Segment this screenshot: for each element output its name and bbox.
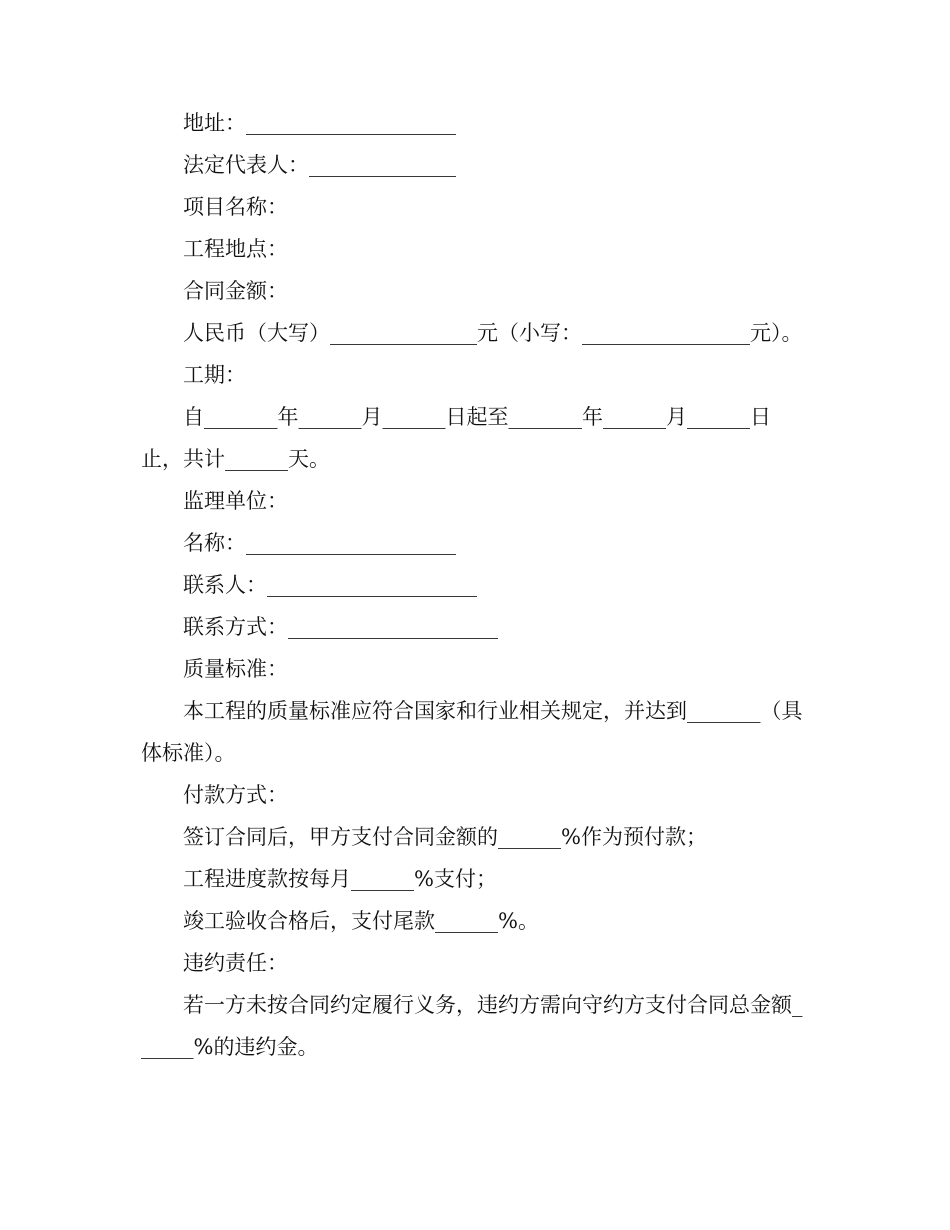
payment-heading: 付款方式：	[183, 783, 288, 807]
contract-amount-heading: 合同金额：	[183, 279, 288, 303]
quality-text: 本工程的质量标准应符合国家和行业相关规定，并达到_______（具体标准）。	[141, 699, 803, 765]
quality-heading: 质量标准：	[183, 657, 288, 681]
liability-text: 若一方未按合同约定履行义务，违约方需向守约方支付合同总金额______%的违约金。	[141, 993, 803, 1059]
supervisor-heading: 监理单位：	[183, 489, 288, 513]
liability-heading: 违约责任：	[183, 951, 288, 975]
payment-final-line: 竣工验收合格后，支付尾款______%。	[183, 909, 539, 933]
rmb-amount-line: 人民币（大写）______________元（小写：________________元）。	[183, 321, 803, 345]
payment-advance-line: 签订合同后，甲方支付合同金额的______%作为预付款；	[183, 825, 707, 849]
contact-method-line: 联系方式：____________________	[183, 615, 498, 639]
duration-period-line: 自_______年______月______日起至_______年______月______日止，共计______天。	[141, 405, 771, 471]
duration-heading: 工期：	[183, 363, 246, 387]
contact-person-line: 联系人：____________________	[183, 573, 477, 597]
payment-progress-line: 工程进度款按每月______%支付；	[183, 867, 497, 891]
project-location-line: 工程地点：	[183, 237, 288, 261]
project-name-line: 项目名称：	[183, 195, 288, 219]
supervisor-name-line: 名称：____________________	[183, 531, 456, 555]
legal-representative-line: 法定代表人：______________	[183, 153, 456, 177]
contract-body	[141, 102, 806, 1068]
address-line: 地址：____________________	[183, 111, 456, 135]
